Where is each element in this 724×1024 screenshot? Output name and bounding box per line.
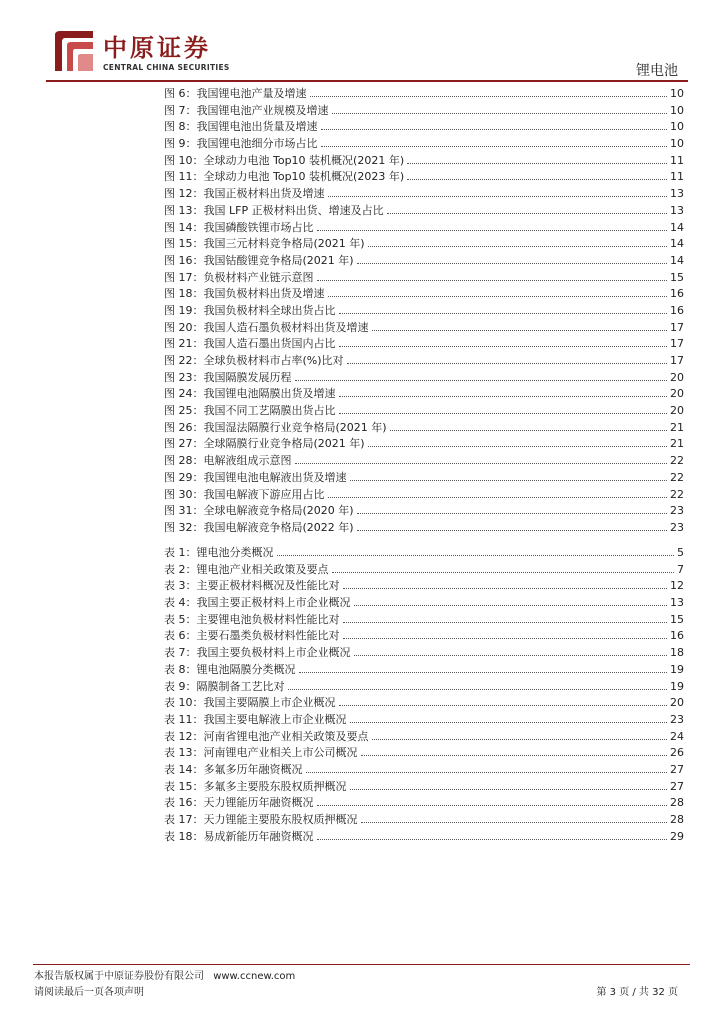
- dot-leader: [295, 380, 668, 381]
- table-index-entry[interactable]: [164, 812, 684, 829]
- entry-title: 表 1：锂电池分类概况: [164, 546, 274, 559]
- entry-title: 图 23：我国隔膜发展历程: [164, 370, 292, 384]
- dot-leader: [317, 839, 668, 840]
- entry-title: 表 16：天力锂能历年融资概况: [164, 796, 314, 810]
- figure-index-entry[interactable]: [164, 503, 684, 520]
- entry-page-number: 13: [670, 187, 684, 201]
- entry-title: 图 9：我国锂电池细分市场占比: [164, 137, 318, 151]
- entry-page-number: 10: [670, 87, 684, 100]
- entry-page-number: 28: [670, 796, 684, 810]
- table-index-entry[interactable]: [164, 545, 684, 562]
- figure-index-entry[interactable]: [164, 103, 684, 120]
- table-index-entry[interactable]: [164, 595, 684, 612]
- entry-page-number: 20: [670, 696, 684, 710]
- entry-page-number: 13: [670, 203, 684, 217]
- entry-title: 图 11：全球动力电池 Top10 装机概况(2023 年): [164, 170, 405, 184]
- entry-page-number: 20: [670, 370, 684, 384]
- figure-index-entry[interactable]: [164, 487, 684, 504]
- table-index-entry[interactable]: [164, 795, 684, 812]
- entry-title: 图 18：我国负极材料出货及增速: [164, 287, 325, 301]
- entry-page-number: 11: [670, 153, 684, 167]
- entry-title: 图 8：我国锂电池出货量及增速: [164, 120, 318, 134]
- dot-leader: [321, 146, 668, 147]
- entry-title: 图 20：我国人造石墨负极材料出货及增速: [164, 320, 369, 334]
- dot-leader: [306, 772, 668, 773]
- figure-index-entry[interactable]: [164, 403, 684, 420]
- entry-page-number: 11: [670, 170, 684, 184]
- table-index-entry[interactable]: [164, 662, 684, 679]
- entry-page-number: 23: [670, 504, 684, 518]
- figure-index-entry[interactable]: [164, 336, 684, 353]
- dot-leader: [390, 430, 667, 431]
- entry-page-number: 22: [670, 470, 684, 484]
- dot-leader: [321, 129, 668, 130]
- table-index-entry[interactable]: [164, 645, 684, 662]
- header-divider: [46, 80, 688, 82]
- entry-title: 图 19：我国负极材料全球出货占比: [164, 303, 336, 317]
- dot-leader: [317, 280, 668, 281]
- table-index-entry[interactable]: [164, 712, 684, 729]
- dot-leader: [277, 555, 675, 556]
- copyright-text: 本报告版权属于中原证券股份有限公司: [34, 971, 204, 982]
- dot-leader: [387, 213, 667, 214]
- figure-index-entry[interactable]: [164, 169, 684, 186]
- table-index-entry[interactable]: [164, 695, 684, 712]
- table-index-entry[interactable]: [164, 779, 684, 796]
- entry-title: 表 5：主要锂电池负极材料性能比对: [164, 612, 340, 626]
- entry-title: 图 29：我国锂电池电解液出货及增速: [164, 470, 347, 484]
- entry-page-number: 14: [670, 237, 684, 251]
- entry-title: 表 6：主要石墨类负极材料性能比对: [164, 629, 340, 643]
- entry-title: 图 32：我国电解液竞争格局(2022 年): [164, 520, 354, 534]
- figure-index-entry[interactable]: [164, 270, 684, 287]
- dot-leader: [372, 739, 668, 740]
- entry-title: 表 17：天力锂能主要股东股权质押概况: [164, 813, 358, 826]
- website-link[interactable]: www.ccnew.com: [213, 971, 296, 982]
- dot-leader: [332, 113, 668, 114]
- entry-title: 图 21：我国人造石墨出货国内占比: [164, 337, 336, 351]
- entry-page-number: 15: [670, 270, 684, 284]
- entry-page-number: 27: [670, 762, 684, 776]
- entry-title: 图 12：我国正极材料出货及增速: [164, 187, 325, 201]
- entry-title: 图 14：我国磷酸铁锂市场占比: [164, 220, 314, 234]
- table-index-entry[interactable]: [164, 578, 684, 595]
- entry-page-number: 10: [670, 103, 684, 117]
- table-index-entry[interactable]: [164, 628, 684, 645]
- page-number: 第 3 页 / 共 32 页: [596, 987, 678, 998]
- figure-index-entry[interactable]: [164, 386, 684, 403]
- report-topic: 锂电池: [636, 63, 678, 79]
- disclaimer-text: 请阅读最后一页各项声明: [34, 987, 144, 998]
- dot-leader: [343, 638, 668, 639]
- entry-title: 图 15：我国三元材料竞争格局(2021 年): [164, 237, 365, 251]
- brand-name-en: CENTRAL CHINA SECURITIES: [103, 63, 230, 72]
- entry-title: 表 11：我国主要电解液上市企业概况: [164, 712, 347, 726]
- entry-title: 图 31：全球电解液竞争格局(2020 年): [164, 504, 354, 518]
- brand-name-cn: 中原证券: [103, 33, 211, 62]
- entry-page-number: 17: [670, 354, 684, 367]
- table-index-entry[interactable]: [164, 762, 684, 779]
- entry-page-number: 27: [670, 779, 684, 793]
- entry-page-number: 16: [670, 303, 684, 317]
- figure-index-entry[interactable]: [164, 119, 684, 136]
- entry-title: 表 14：多氟多历年融资概况: [164, 762, 303, 776]
- entry-page-number: 19: [670, 679, 684, 693]
- entry-page-number: 20: [670, 387, 684, 401]
- entry-page-number: 22: [670, 454, 684, 468]
- dot-leader: [407, 179, 667, 180]
- table-index-entry[interactable]: [164, 612, 684, 629]
- entry-page-number: 21: [670, 437, 684, 451]
- entry-page-number: 15: [670, 612, 684, 626]
- entry-title: 图 26：我国湿法隔膜行业竞争格局(2021 年): [164, 420, 387, 434]
- dot-leader: [328, 497, 668, 498]
- figure-index-entry[interactable]: [164, 303, 684, 320]
- entry-title: 表 9：隔膜制备工艺比对: [164, 679, 285, 693]
- figure-index-entry[interactable]: [164, 220, 684, 237]
- footer-notes: [34, 969, 295, 1001]
- dot-leader: [350, 789, 668, 790]
- entry-title: 表 18：易成新能历年融资概况: [164, 829, 314, 843]
- entry-title: 图 17：负极材料产业链示意图: [164, 270, 314, 284]
- entry-page-number: 5: [677, 546, 684, 559]
- figure-index-entry[interactable]: [164, 203, 684, 220]
- dot-leader: [368, 446, 667, 447]
- figure-index-entry[interactable]: [164, 420, 684, 437]
- entry-page-number: 23: [670, 520, 684, 534]
- entry-title: 图 7：我国锂电池产业规模及增速: [164, 103, 329, 117]
- entry-page-number: 20: [670, 404, 684, 418]
- entry-page-number: 17: [670, 337, 684, 351]
- entry-page-number: 14: [670, 220, 684, 234]
- table-index-entry[interactable]: [164, 745, 684, 762]
- figure-index-entry[interactable]: [164, 186, 684, 203]
- entry-page-number: 13: [670, 596, 684, 610]
- page-header: [0, 0, 724, 82]
- entry-title: 图 30：我国电解液下游应用占比: [164, 487, 325, 501]
- figure-index-entry[interactable]: [164, 136, 684, 153]
- table-index-entry[interactable]: [164, 562, 684, 579]
- dot-leader: [328, 196, 668, 197]
- entry-title: 表 8：锂电池隔膜分类概况: [164, 662, 296, 676]
- dot-leader: [343, 622, 668, 623]
- dot-leader: [354, 655, 668, 656]
- dot-leader: [347, 363, 667, 364]
- figure-index-entry[interactable]: [164, 153, 684, 170]
- entry-page-number: 16: [670, 287, 684, 301]
- dot-leader: [357, 263, 667, 264]
- entry-title: 表 13：河南锂电产业相关上市公司概况: [164, 746, 358, 760]
- entry-title: 图 24：我国锂电池隔膜出货及增速: [164, 387, 336, 401]
- entry-title: 表 3：主要正极材料概况及性能比对: [164, 579, 340, 593]
- dot-leader: [339, 396, 668, 397]
- table-index-entry[interactable]: [164, 679, 684, 696]
- central-china-securities-logo-icon: [51, 29, 96, 73]
- entry-page-number: 16: [670, 629, 684, 643]
- dot-leader: [343, 588, 668, 589]
- table-index-list: [164, 545, 684, 845]
- dot-leader: [295, 463, 668, 464]
- entry-title: 图 25：我国不同工艺隔膜出货占比: [164, 404, 336, 418]
- figure-index-entry[interactable]: [164, 353, 684, 370]
- entry-title: 图 10：全球动力电池 Top10 装机概况(2021 年): [164, 153, 405, 167]
- entry-title: 图 16：我国钴酸锂竞争格局(2021 年): [164, 253, 354, 267]
- entry-page-number: 18: [670, 646, 684, 660]
- entry-title: 图 13：我国 LFP 正极材料出货、增速及占比: [164, 203, 384, 217]
- entry-page-number: 12: [670, 579, 684, 593]
- dot-leader: [317, 230, 668, 231]
- entry-page-number: 21: [670, 420, 684, 434]
- entry-page-number: 22: [670, 487, 684, 501]
- entry-page-number: 19: [670, 662, 684, 676]
- figure-index-entry[interactable]: [164, 253, 684, 270]
- dot-leader: [339, 413, 668, 414]
- dot-leader: [357, 530, 667, 531]
- dot-leader: [339, 313, 668, 314]
- dot-leader: [299, 672, 668, 673]
- footer-divider: [33, 964, 690, 965]
- figure-index-entry[interactable]: [164, 470, 684, 487]
- figure-index-list: [164, 86, 684, 537]
- entry-page-number: 17: [670, 320, 684, 334]
- entry-title: 表 2：锂电池产业相关政策及要点: [164, 562, 329, 576]
- dot-leader: [357, 513, 667, 514]
- entry-page-number: 14: [670, 253, 684, 267]
- dot-leader: [361, 822, 668, 823]
- dot-leader: [288, 689, 668, 690]
- figure-index-entry[interactable]: [164, 86, 684, 103]
- dot-leader: [350, 722, 668, 723]
- entry-page-number: 29: [670, 829, 684, 843]
- entry-title: 图 6：我国锂电池产量及增速: [164, 87, 307, 100]
- table-index-entry[interactable]: [164, 829, 684, 846]
- dot-leader: [354, 605, 668, 606]
- dot-leader: [310, 96, 668, 97]
- dot-leader: [372, 330, 668, 331]
- entry-page-number: 26: [670, 746, 684, 760]
- dot-leader: [317, 805, 668, 806]
- figure-index-entry[interactable]: [164, 320, 684, 337]
- dot-leader: [361, 755, 668, 756]
- dot-leader: [339, 346, 668, 347]
- dot-leader: [407, 163, 667, 164]
- figure-index-entry[interactable]: [164, 236, 684, 253]
- dot-leader: [339, 705, 668, 706]
- entry-title: 图 27：全球隔膜行业竞争格局(2021 年): [164, 437, 365, 451]
- entry-title: 表 4：我国主要正极材料上市企业概况: [164, 596, 351, 610]
- entry-page-number: 10: [670, 137, 684, 151]
- entry-page-number: 7: [677, 562, 684, 576]
- entry-title: 表 12：河南省锂电池产业相关政策及要点: [164, 729, 369, 743]
- entry-page-number: 10: [670, 120, 684, 134]
- figure-index-entry[interactable]: [164, 520, 684, 537]
- entry-page-number: 28: [670, 813, 684, 826]
- entry-title: 表 10：我国主要隔膜上市企业概况: [164, 696, 336, 710]
- dot-leader: [332, 572, 675, 573]
- figure-index-entry[interactable]: [164, 286, 684, 303]
- dot-leader: [368, 246, 667, 247]
- entry-title: 图 28：电解液组成示意图: [164, 454, 292, 468]
- entry-title: 表 7：我国主要负极材料上市企业概况: [164, 646, 351, 660]
- table-index-entry[interactable]: [164, 729, 684, 746]
- entry-page-number: 24: [670, 729, 684, 743]
- dot-leader: [328, 296, 668, 297]
- entry-title: 表 15：多氟多主要股东股权质押概况: [164, 779, 347, 793]
- entry-title: 图 22：全球负极材料市占率(%)比对: [164, 354, 344, 367]
- figure-index-entry[interactable]: [164, 436, 684, 453]
- footer-copyright-line: [34, 969, 295, 985]
- figure-index-entry[interactable]: [164, 453, 684, 470]
- dot-leader: [350, 480, 668, 481]
- entry-page-number: 23: [670, 712, 684, 726]
- figure-index-entry[interactable]: [164, 370, 684, 387]
